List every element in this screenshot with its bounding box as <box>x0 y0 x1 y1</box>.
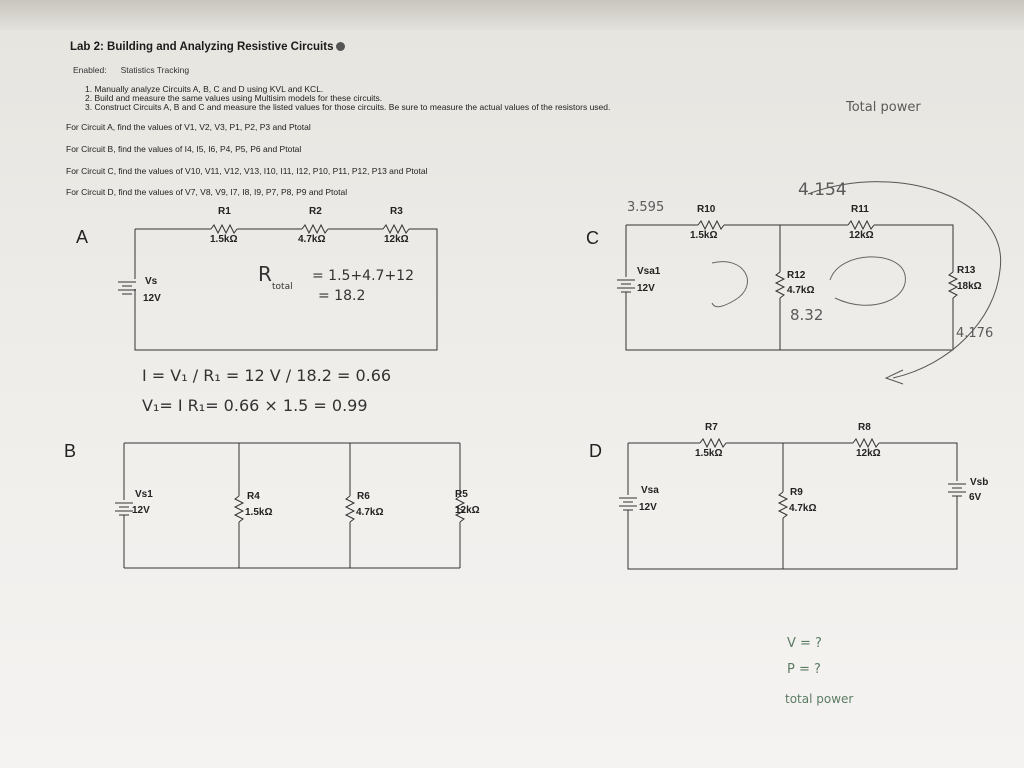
hand-c-value-top: 4.154 <box>798 180 847 200</box>
battery-vsb-symbol <box>948 484 966 496</box>
r1-value: 1.5kΩ <box>210 234 238 245</box>
r1-name: R1 <box>218 206 231 217</box>
resistor-r6-symbol <box>346 496 354 522</box>
circuit-b <box>64 441 480 568</box>
r5-name: R5 <box>455 489 468 500</box>
r9-name: R9 <box>790 487 803 498</box>
r5-value: 12kΩ <box>455 505 480 516</box>
r6-name: R6 <box>357 491 370 502</box>
task-circuit-d: For Circuit D, find the values of V7, V8, V9, I7, I8, I9, P7, P8, P9 and Ptotal <box>66 187 348 197</box>
r9-value: 4.7kΩ <box>789 503 817 514</box>
resistor-r13-symbol <box>949 272 957 298</box>
mesh-arrow-left-icon <box>712 262 747 307</box>
mesh-arrow-right-icon <box>830 257 905 305</box>
r12-name: R12 <box>787 270 806 281</box>
enabled-value: Statistics Tracking <box>120 65 190 75</box>
task-circuit-c: For Circuit C, find the values of V10, V11, V12, V13, I10, I11, I12, P10, P11, P12, P13 and Ptotal <box>66 166 428 176</box>
battery-vsa-symbol <box>619 498 637 510</box>
hand-d-note-v: V = ? <box>787 636 822 651</box>
resistor-r10-symbol <box>698 221 724 229</box>
circuit-d <box>589 422 988 569</box>
r10-name: R10 <box>697 204 716 215</box>
r11-name: R11 <box>851 204 869 215</box>
task-circuit-b: For Circuit B, find the values of I4, I5, I6, P4, P5, P6 and Ptotal <box>66 144 302 154</box>
vsa-value: 12V <box>639 502 657 513</box>
arrowhead-icon <box>886 370 903 384</box>
vs1-value: 12V <box>132 505 150 516</box>
r3-name: R3 <box>390 206 403 217</box>
r6-value: 4.7kΩ <box>356 507 384 518</box>
instruction-1: 1. Manually analyze Circuits A, B, C and D using KVL and KCL. <box>85 84 324 94</box>
instruction-3: 3. Construct Circuits A, B and C and measure the listed values for those circuits. Be sure to measure the actual values of the resistors used. <box>85 102 611 112</box>
hand-rtotal-eq: = 1.5+4.7+12 <box>312 268 414 284</box>
r2-value: 4.7kΩ <box>298 234 326 245</box>
hand-d-note-total-power: total power <box>785 692 854 706</box>
resistor-r1-symbol <box>211 225 237 233</box>
hand-c-value-r12: 8.32 <box>790 306 824 324</box>
vs1-name: Vs1 <box>135 489 153 500</box>
r12-value: 4.7kΩ <box>787 285 815 296</box>
vsa1-name: Vsa1 <box>637 266 661 277</box>
r7-name: R7 <box>705 422 718 433</box>
hand-d-note-p: P = ? <box>787 662 821 677</box>
r2-name: R2 <box>309 206 322 217</box>
battery-vs1-symbol <box>115 503 133 515</box>
hand-rtotal-r: R <box>258 262 272 286</box>
circuit-b-letter: B <box>64 441 77 461</box>
resistor-r8-symbol <box>853 439 879 447</box>
vs-value: 12V <box>143 293 161 304</box>
r7-value: 1.5kΩ <box>695 448 723 459</box>
r11-value: 12kΩ <box>849 230 874 241</box>
vsa-name: Vsa <box>641 485 659 496</box>
resistor-r11-symbol <box>848 221 874 229</box>
hand-rtotal-result: = 18.2 <box>318 288 366 304</box>
r3-value: 12kΩ <box>384 234 409 245</box>
hand-v1-calc: V₁= I R₁= 0.66 × 1.5 = 0.99 <box>142 396 368 415</box>
resistor-r3-symbol <box>383 225 409 233</box>
r13-name: R13 <box>957 265 976 276</box>
vsb-name: Vsb <box>970 477 989 488</box>
hand-c-value-left: 3.595 <box>627 200 665 215</box>
hand-c-value-right: 4.176 <box>956 326 994 341</box>
r8-name: R8 <box>858 422 871 433</box>
r13-value: 18kΩ <box>957 281 982 292</box>
instruction-2: 2. Build and measure the same values using Multisim models for these circuits. <box>85 93 383 103</box>
r10-value: 1.5kΩ <box>690 230 718 241</box>
hand-total-power-top: Total power <box>846 100 921 115</box>
resistor-r7-symbol <box>700 439 726 447</box>
lab-title-text: Lab 2: Building and Analyzing Resistive Circuits <box>70 41 334 53</box>
vsb-value: 6V <box>969 492 982 503</box>
task-circuit-a: For Circuit A, find the values of V1, V2, V3, P1, P2, P3 and Ptotal <box>66 122 311 132</box>
hand-rtotal-sub: total <box>272 282 293 292</box>
circuit-c-letter: C <box>586 228 599 248</box>
r8-value: 12kΩ <box>856 448 881 459</box>
resistor-r2-symbol <box>302 225 328 233</box>
resistor-r4-symbol <box>235 496 243 522</box>
circuit-a-letter: A <box>76 227 89 247</box>
battery-vs-symbol <box>118 282 136 294</box>
resistor-r9-symbol <box>779 492 787 518</box>
vsa1-value: 12V <box>637 283 655 294</box>
circuit-d-letter: D <box>589 441 602 461</box>
battery-vsa1-symbol <box>617 280 635 292</box>
hand-current-calc: I = V₁ / R₁ = 12 V / 18.2 = 0.66 <box>142 366 392 385</box>
vs-name: Vs <box>145 276 158 287</box>
r4-name: R4 <box>247 491 260 502</box>
enabled-label: Enabled: <box>73 65 107 75</box>
resistor-r12-symbol <box>776 272 784 298</box>
handwritten-connector-arrow <box>808 182 1001 378</box>
r4-value: 1.5kΩ <box>245 507 273 518</box>
